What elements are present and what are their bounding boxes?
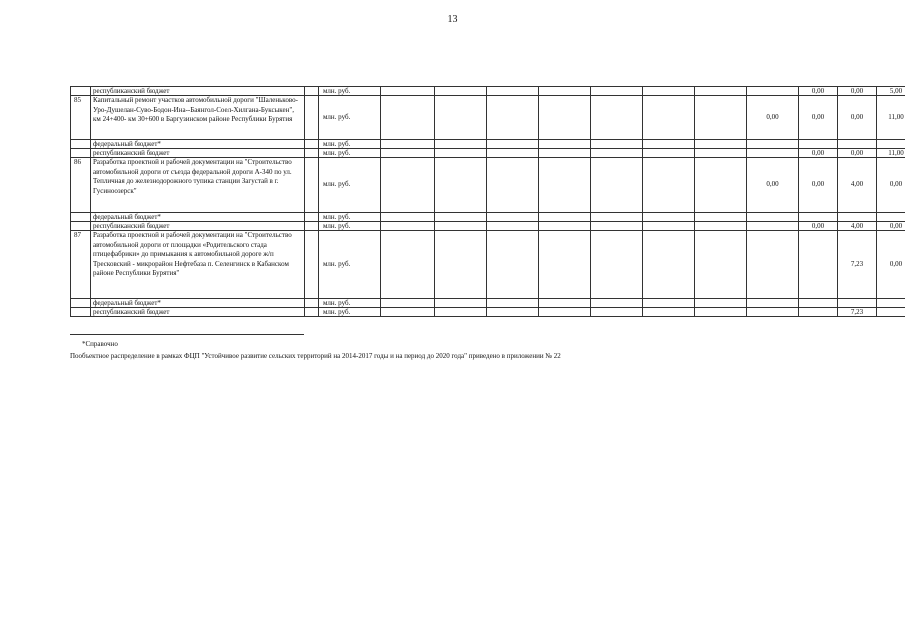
value-cell <box>487 213 539 222</box>
row-number-cell <box>71 87 91 96</box>
blank-cell <box>305 158 319 213</box>
value-cell <box>643 222 695 231</box>
value-cell <box>487 299 539 308</box>
value-cell <box>799 213 838 222</box>
value-cell <box>435 222 487 231</box>
value-cell: 11,00 <box>877 149 905 158</box>
value-cell <box>539 213 591 222</box>
row-number-cell <box>71 299 91 308</box>
footnote-divider <box>70 334 304 335</box>
row-name-cell: Разработка проектной и рабочей документации на "Строительство автомобильной дороги от площадки «Родительского стада птицефабрики» до примыкания к автомобильной дороге ж/п Тресковский - микрорайон Нефтебаза п. Селенгинск в Кабанском районе Республики Бурятия" <box>91 231 305 299</box>
row-name-cell: республиканский бюджет <box>91 308 305 317</box>
blank-cell <box>305 140 319 149</box>
unit-cell: млн. руб. <box>319 149 381 158</box>
value-cell <box>381 158 435 213</box>
blank-cell <box>305 231 319 299</box>
table-row-object <box>71 96 905 140</box>
value-cell <box>591 299 643 308</box>
value-cell <box>643 140 695 149</box>
row-number-cell <box>71 222 91 231</box>
value-cell: 0,00 <box>877 158 905 213</box>
row-name-cell: Капитальный ремонт участков автомобильной дороги "Шаленьково-Уро-Душелан-Суво-Бодон-Ина--Баянгол-Соел-Хилгана-Буксыкен", км 24+400- км 30+600 в Баргузинском районе Республики Бурятия <box>91 96 305 140</box>
value-cell <box>381 149 435 158</box>
value-cell <box>877 308 905 317</box>
value-cell <box>747 149 799 158</box>
value-cell <box>695 87 747 96</box>
value-cell <box>539 299 591 308</box>
value-cell <box>591 149 643 158</box>
value-cell <box>747 87 799 96</box>
value-cell <box>487 140 539 149</box>
row-number-cell: 85 <box>71 96 91 140</box>
value-cell <box>695 231 747 299</box>
value-cell <box>695 158 747 213</box>
value-cell <box>747 213 799 222</box>
value-cell <box>591 213 643 222</box>
value-cell <box>591 140 643 149</box>
footnote-mark: *Справочно <box>82 340 118 348</box>
blank-cell <box>305 96 319 140</box>
blank-cell <box>305 308 319 317</box>
value-cell <box>435 158 487 213</box>
value-cell <box>591 158 643 213</box>
unit-cell: млн. руб. <box>319 222 381 231</box>
value-cell <box>487 149 539 158</box>
value-cell <box>435 140 487 149</box>
value-cell <box>591 222 643 231</box>
row-name-cell: республиканский бюджет <box>91 222 305 231</box>
value-cell: 4,00 <box>838 222 877 231</box>
value-cell <box>747 140 799 149</box>
budget-table <box>70 86 905 317</box>
value-cell: 0,00 <box>799 96 838 140</box>
unit-cell: млн. руб. <box>319 158 381 213</box>
value-cell: 5,00 <box>877 87 905 96</box>
unit-cell: млн. руб. <box>319 140 381 149</box>
blank-cell <box>305 299 319 308</box>
page-number: 13 <box>447 14 458 25</box>
blank-cell <box>305 87 319 96</box>
value-cell <box>747 231 799 299</box>
value-cell <box>643 158 695 213</box>
value-cell: 0,00 <box>799 222 838 231</box>
value-cell: 0,00 <box>747 96 799 140</box>
unit-cell: млн. руб. <box>319 299 381 308</box>
value-cell <box>381 96 435 140</box>
value-cell <box>539 222 591 231</box>
value-cell: 0,00 <box>747 158 799 213</box>
value-cell <box>591 87 643 96</box>
value-cell: 7,23 <box>838 231 877 299</box>
value-cell <box>877 140 905 149</box>
value-cell <box>435 308 487 317</box>
value-cell: 0,00 <box>838 87 877 96</box>
value-cell <box>695 299 747 308</box>
table-row-object <box>71 231 905 299</box>
value-cell <box>381 87 435 96</box>
value-cell <box>643 213 695 222</box>
table-body <box>71 87 905 317</box>
value-cell <box>539 308 591 317</box>
value-cell <box>695 213 747 222</box>
row-number-cell <box>71 213 91 222</box>
row-name-cell: республиканский бюджет <box>91 149 305 158</box>
blank-cell <box>305 213 319 222</box>
value-cell <box>435 96 487 140</box>
value-cell <box>838 213 877 222</box>
value-cell <box>591 231 643 299</box>
value-cell: 11,00 <box>877 96 905 140</box>
value-cell <box>591 308 643 317</box>
value-cell <box>643 96 695 140</box>
value-cell <box>381 213 435 222</box>
value-cell <box>695 149 747 158</box>
footnote-text: Пообъектное распределение в рамках ФЦП "Устойчивое развитие сельских территорий на 2014-2017 годы и на период до 2020 года" приведено в приложении № 22 <box>70 352 561 360</box>
value-cell <box>877 213 905 222</box>
value-cell <box>747 299 799 308</box>
value-cell <box>747 308 799 317</box>
value-cell <box>539 149 591 158</box>
value-cell <box>799 140 838 149</box>
value-cell <box>695 140 747 149</box>
table-row-budget <box>71 149 905 158</box>
table-row-budget <box>71 213 905 222</box>
row-name-cell: Разработка проектной и рабочей документации на "Строительство автомобильной дороги от съезда федеральной дороги А-340 по ул. Тепличная до железнодорожного тупика станции Загустай в г. Гусиноозерск" <box>91 158 305 213</box>
blank-cell <box>305 149 319 158</box>
value-cell <box>381 299 435 308</box>
value-cell <box>435 149 487 158</box>
value-cell <box>695 308 747 317</box>
value-cell <box>747 222 799 231</box>
unit-cell: млн. руб. <box>319 308 381 317</box>
row-name-cell: федеральный бюджет* <box>91 213 305 222</box>
row-number-cell <box>71 308 91 317</box>
value-cell: 0,00 <box>799 149 838 158</box>
value-cell <box>539 87 591 96</box>
value-cell <box>799 231 838 299</box>
unit-cell: млн. руб. <box>319 96 381 140</box>
row-number-cell: 87 <box>71 231 91 299</box>
value-cell <box>643 231 695 299</box>
value-cell <box>487 158 539 213</box>
value-cell <box>381 231 435 299</box>
value-cell <box>435 231 487 299</box>
value-cell <box>799 299 838 308</box>
value-cell <box>381 308 435 317</box>
row-name-cell: федеральный бюджет* <box>91 140 305 149</box>
value-cell <box>435 213 487 222</box>
value-cell <box>838 299 877 308</box>
value-cell <box>487 308 539 317</box>
row-number-cell <box>71 149 91 158</box>
table-row-budget <box>71 222 905 231</box>
row-number-cell <box>71 140 91 149</box>
value-cell: 0,00 <box>799 158 838 213</box>
value-cell <box>487 231 539 299</box>
table-row-budget <box>71 299 905 308</box>
value-cell <box>877 299 905 308</box>
unit-cell: млн. руб. <box>319 213 381 222</box>
unit-cell: млн. руб. <box>319 231 381 299</box>
value-cell: 7,23 <box>838 308 877 317</box>
row-name-cell: республиканский бюджет <box>91 87 305 96</box>
value-cell <box>591 96 643 140</box>
value-cell <box>539 231 591 299</box>
value-cell: 4,00 <box>838 158 877 213</box>
value-cell <box>381 140 435 149</box>
value-cell <box>799 308 838 317</box>
value-cell <box>435 87 487 96</box>
row-number-cell: 86 <box>71 158 91 213</box>
value-cell <box>643 308 695 317</box>
value-cell: 0,00 <box>877 222 905 231</box>
value-cell <box>643 299 695 308</box>
value-cell <box>539 96 591 140</box>
value-cell <box>695 96 747 140</box>
value-cell <box>539 140 591 149</box>
value-cell <box>487 222 539 231</box>
value-cell <box>643 87 695 96</box>
table-row-budget <box>71 87 905 96</box>
value-cell: 0,00 <box>877 231 905 299</box>
table-row-object <box>71 158 905 213</box>
value-cell <box>695 222 747 231</box>
value-cell: 0,00 <box>838 149 877 158</box>
blank-cell <box>305 222 319 231</box>
row-name-cell: федеральный бюджет* <box>91 299 305 308</box>
value-cell <box>539 158 591 213</box>
value-cell: 0,00 <box>838 96 877 140</box>
value-cell <box>435 299 487 308</box>
table-row-budget <box>71 140 905 149</box>
value-cell <box>381 222 435 231</box>
value-cell <box>643 149 695 158</box>
value-cell <box>838 140 877 149</box>
value-cell: 0,00 <box>799 87 838 96</box>
unit-cell: млн. руб. <box>319 87 381 96</box>
value-cell <box>487 96 539 140</box>
value-cell <box>487 87 539 96</box>
table-row-budget <box>71 308 905 317</box>
